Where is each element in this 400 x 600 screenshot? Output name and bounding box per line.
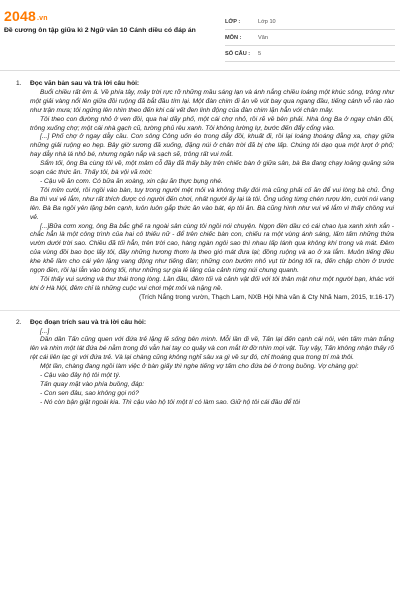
passage-paragraph: - Cậu vào đây hộ tôi một tý. [40,372,121,380]
passage-paragraph: Tôi mỉm cười, rồi ngồi vào bàn, tuy trong người mệt mỏi và không thấy đói mà cũng phải cố ăn để vui lòng bà chủ. Ông Ba thì vui vẻ lắm, như rất thích được có người đến chơi, nhất người ấy lại là tôi. Ông uống từng chén rượu lớn, cười nói vang lên. Bà Ba ngồi yên lặng bên cạnh, luôn luôn gắp thức ăn vào bát, ép tôi ăn. Bà cũng hình như vui vẻ lắm vì thấy chồng vui vẻ. [30,186,394,221]
meta-key: LỚP : [225,18,241,25]
passage-paragraph: Một lần, chàng đang ngồi làm việc ở bàn giấy thì nghe tiếng vợ tấm cho đứa bé ở trong buồng. Vợ chàng gọi: [40,363,359,371]
header-divider [0,70,400,71]
meta-value: Văn [258,34,268,41]
passage-paragraph: - Nó còn bận giặt ngoài kia. Thì cậu vào hộ tôi một tí có làm sao. Giữ hộ tôi cái đầu để tôi [40,398,301,406]
document-header [0,0,400,62]
passage-paragraph: [...] Phố chợ ở ngay dẫy cầu. Con sông Công uốn éo trong dẫy đồi, khuất đi, rồi lại loáng thoáng đằng xa, chạy giữa những giải ruộng eo hẹp. Bây giờ sương đã xuống, đặng núi ở chân trời đã bị che lấp. Chúng tôi dạo qua một lượt ở phố; hay dẫy nhà lá nhỏ bé, nhưng ngăn nắp và sạch sẽ, trông rất vui mắt. [30,133,394,159]
passage-paragraph: Tấn quay mặt vào phía buồng, đáp: [40,381,145,388]
question-number: 2. [16,318,22,326]
passage-paragraph: Tôi theo con đường nhỏ ở ven đồi, qua hai dãy phố, một cái chợ nhỏ, rồi rẽ về bên phải. Nhà ông Ba ở ngay chân đồi, trông xuống chợ; một cái nhà gạch cũ, tường phủ rêu xanh. Tôi không lường lự, bước đến đẩy cổng vào. [30,115,394,132]
meta-row-subject [225,30,395,46]
passage-paragraph: [...]Bữa cơm xong, ông Ba bắc ghế ra ngoài sân cùng tôi ngồi nói chuyện. Ngọn đèn dầu có cái chao lụa xanh xinh xắn - chắc hẳn là một công trình của hai cô thiếu nữ - để trên chiếc bàn con, chiếu ra một vùng ánh sáng, lấm tấm những thửa vườn dưới trời sao. Chiều đã tối hẳn, trên trời cao, hàng ngàn ngôi sao thì nhau lấp lánh qua không khí trong và mát. Đêm của vùng đồi bao bọc lấy tôi, đầy những hương thơm lạ theo gió mát đưa lại; đồng ruộng và ao ở xa lắm. Muôn tiếng đều khe khẽ lầm cho cái yên lặng vang động như tiếng đàn; những con bướm nhỏ vụt từ bóng tối ra, đến chập chờn ở trước ngọn đèn, rồi lại lẫn vào bóng tối, như những sự gia lẻ lảng của cảnh rừng núi chung quanh. [30,222,394,275]
meta-key: MÔN : [225,34,242,41]
passage-paragraph: - Con sen đâu, sao không gọi nó? [40,389,139,397]
passage-paragraph: [...] [40,327,50,335]
question-heading: Đọc đoạn trích sau và trả lời câu hỏi: [30,318,147,326]
passage-paragraph: - Cậu về ăn cơm. Có bữa ăn xoàng, xin cậu ăn thực bụng nhé. [40,177,223,185]
meta-row-count [225,46,395,62]
document-title: Đề cương ôn tập giữa kì 2 Ngữ văn 10 Cánh diều có đáp án [4,27,196,34]
meta-key: SỐ CÂU : [225,50,251,57]
question-1 [0,80,400,303]
question-number: 1. [16,80,22,87]
question-divider [0,310,400,311]
meta-table [225,14,395,62]
question-heading: Đọc văn bản sau và trả lời câu hỏi: [30,80,140,87]
document-body [0,80,400,408]
passage-paragraph: Sẩm tối, ông Ba cùng tôi về, một mâm cỗ đầy đã thấy bầy trên chiếc bàn ở giữa sân, bà Ba đang chạy loăng quăng sửa soạn các thức ăn. Thấy tôi, bà vội vã mời: [30,160,394,177]
meta-value: 5 [258,50,262,57]
passage-paragraph: Tôi thấy vui sướng và thư thái trong lòng. Lần đầu, đêm tối và cảnh vật đối với tôi thân mật như một người bạn, khác với khi ở Hà Nội, đêm chỉ là những cuộc vui chơi mệt mỏi và nặng nề. [30,275,394,292]
question-2 [0,319,400,408]
meta-row-grade [225,14,395,30]
passage-source: (Trích Nắng trong vườn, Thạch Lam, NXB Hội Nhà văn & Cty Nhã Nam, 2015, tr.16-17) [138,293,394,301]
passage-paragraph: Buổi chiều rất êm ả. Về phía tây, mây trời rực rỡ những mầu sáng lạn và ánh nắng chiều loáng một khúc sông, trông như một giải vàng nổi lên giữa đồi ruộng đã bắt đầu tím lại. Một đàn chim đi ăn về vút bay qua ngang đầu, tiếng cánh vỗ rào rào như trận mưa; tôi ngửng lên nhìn theo đến khi cái vết đen linh động của đàn chim lặn hẳn với chân mây. [30,88,394,114]
meta-value: Lớp 10 [258,18,276,25]
passage-paragraph: Dần dần Tấn cũng quen với đứa trẻ lặng lẽ sống bên mình. Mỗi lần đi về, Tấn lại đến cạnh cái nôi, vén tấm màn trắng lên và nhìn một lát đứa bé nằm trong đó vẫn hai tay co quây và con mắt lờ đờ nhìn mọi vật. Tuy vậy, Tấn không nhận thấy rõ rệt cái liên lạc gì với đứa trẻ. Và lại chàng cũng không nghĩ sâu xa gì về sự đó, chỉ thoáng qua trong trí mà thôi. [30,336,394,362]
site-logo[interactable]: 2048.vn [4,8,48,24]
